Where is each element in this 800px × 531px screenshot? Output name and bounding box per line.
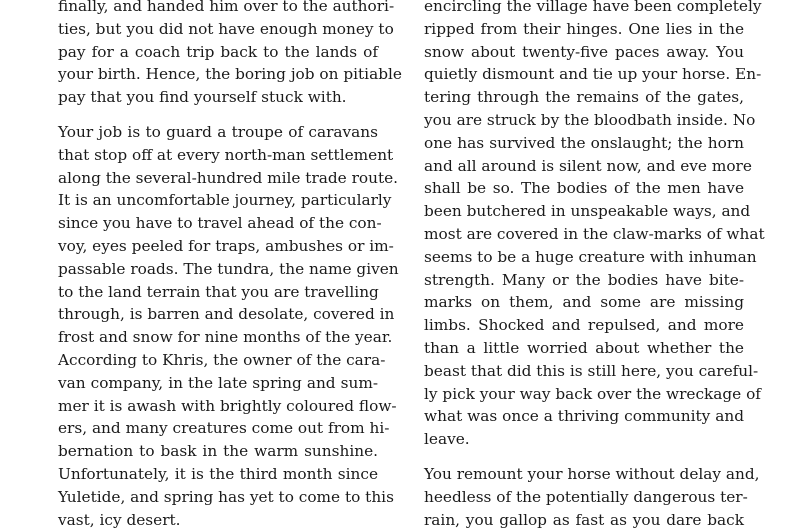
text-line: vast, icy desert. xyxy=(58,510,181,529)
text-line: Your job is to guard a troupe of caravans xyxy=(58,122,378,141)
text-line: since you have to travel ahead of the con- xyxy=(58,214,382,233)
text-line: encircling the village have been completely xyxy=(424,0,762,15)
text-line: pay that you find yourself stuck with. xyxy=(58,88,347,107)
text-line: rain, you gallop as fast as you dare back xyxy=(424,510,744,529)
text-line: through, is barren and desolate, covered in xyxy=(58,305,395,324)
text-line: quietly dismount and tie up your horse. En- xyxy=(424,65,762,84)
text-line: ly pick your way back over the wreckage of xyxy=(424,384,761,403)
text-line: passable roads. The tundra, the name given xyxy=(58,259,399,278)
text-line: to the land terrain that you are travelling xyxy=(58,282,379,301)
paragraph-right-1 xyxy=(424,0,765,451)
paragraph-spacer xyxy=(424,451,744,463)
text-line: your birth. Hence, the boring job on pitiable xyxy=(58,65,402,84)
text-line: frost and snow for nine months of the year. xyxy=(58,328,393,347)
text-line: mer it is awash with brightly coloured flow- xyxy=(58,396,397,415)
text-line: You remount your horse without delay and, xyxy=(424,464,760,483)
text-line: you are struck by the bloodbath inside. No xyxy=(424,110,756,129)
paragraph-left-1 xyxy=(58,0,402,109)
text-line: and all around is silent now, and eve more xyxy=(424,156,752,175)
text-line: one has survived the onslaught; the horn xyxy=(424,133,744,152)
text-line: been butchered in unspeakable ways, and xyxy=(424,202,751,221)
text-line: According to Khris, the owner of the cara- xyxy=(58,350,386,369)
text-line: what was once a thriving community and xyxy=(424,407,744,426)
paragraph-spacer xyxy=(58,109,378,121)
text-line: leave. xyxy=(424,430,470,449)
text-line: ripped from their hinges. One lies in the xyxy=(424,19,744,38)
text-line: Yuletide, and spring has yet to come to this xyxy=(58,487,394,506)
text-line: ers, and many creatures come out from hi- xyxy=(58,419,390,438)
text-line: marks on them, and some are missing xyxy=(424,293,744,312)
text-line: seems to be a huge creature with inhuman xyxy=(424,247,757,266)
right-text-column xyxy=(424,0,765,531)
text-line: voy, eyes peeled for traps, ambushes or im- xyxy=(58,236,394,255)
text-line: It is an uncomfortable journey, particularly xyxy=(58,191,392,210)
text-line: most are covered in the claw-marks of what xyxy=(424,224,765,243)
text-line: van company, in the late spring and sum- xyxy=(58,373,378,392)
text-line: beast that did this is still here, you careful- xyxy=(424,361,759,380)
text-line: bernation to bask in the warm sunshine. xyxy=(58,442,378,461)
paragraph-left-2 xyxy=(58,121,399,531)
text-line: Unfortunately, it is the third month since xyxy=(58,464,378,483)
text-line: finally, and handed him over to the authori- xyxy=(58,0,395,15)
text-line: than a little worried about whether the xyxy=(424,338,744,357)
text-line: limbs. Shocked and repulsed, and more xyxy=(424,316,744,335)
text-line: heedless of the potentially dangerous ter- xyxy=(424,487,748,506)
text-line: ties, but you did not have enough money to xyxy=(58,19,394,38)
text-line: strength. Many or the bodies have bite- xyxy=(424,270,744,289)
left-text-column xyxy=(58,0,402,531)
text-line: that stop off at every north-man settlement xyxy=(58,145,394,164)
text-line: pay for a coach trip back to the lands of xyxy=(58,42,378,61)
paragraph-right-2 xyxy=(424,463,760,531)
text-line: along the several-hundred mile trade route. xyxy=(58,168,399,187)
text-line: shall be so. The bodies of the men have xyxy=(424,179,744,198)
text-line: snow about twenty-five paces away. You xyxy=(424,42,744,61)
text-line: tering through the remains of the gates, xyxy=(424,88,744,107)
